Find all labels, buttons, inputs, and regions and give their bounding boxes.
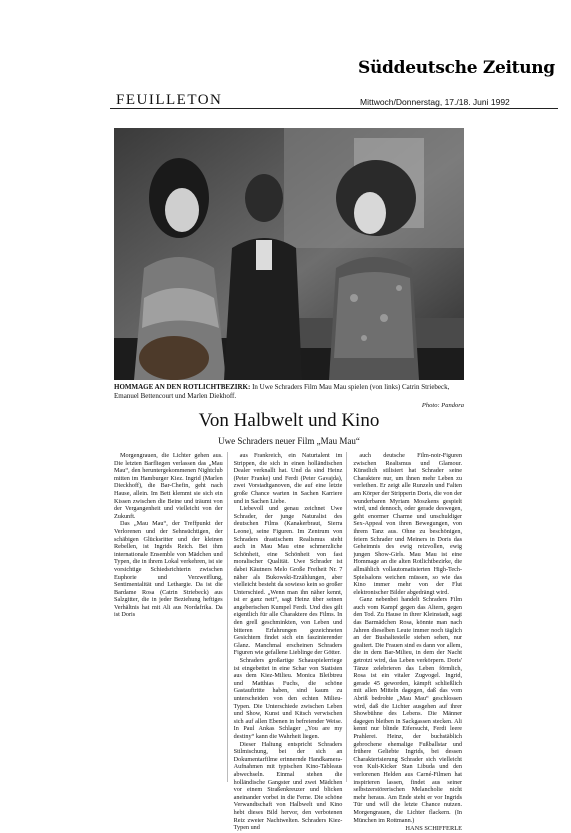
column-2 <box>233 452 348 832</box>
section-rubric: FEUILLETON <box>116 92 223 108</box>
paragraph: Dieser Haltung entspricht Schraders Stilmischung, bei der sich an Dokumentarfilme erinnernde Handkamera-Aufnahmen mit typischen Kino-Tableaus abwechseln. Einmal stehen die holländische Gangster und zwei Mädchen vor einem Straßenkreuzer und blicken aneinander vorbei in die Ferne. Die schöne Verwandtschaft von Halbwelt und Kino hebt dieses Bild hervor, den verbotenen Reiz zweier Nachtwelten. Schraders Kiez-Typen und <box>233 740 343 832</box>
film-still-photo <box>114 128 464 380</box>
paragraph: Das „Mau Mau“, der Treffpunkt der Verlorenen und der Sehnsüchtigen, der schäbigen Glücksritter und der kleinen Rebellen, ist Ingrids Reich. Bei ihm internationale Ensemble von Mädchen und Typen, die in ihrem Lokal verkehren, ist sie vorsichtige Schiedsrichterin zwischen Euphorie und Verzweiflung, Sentimentalität und Lethargie. Da ist die Bardame Rosa (Catrin Striebeck) aus Salzgitter, die in jeder Beziehung heftiges Verhältnis hat mit Ali aus Nordafrika. Da ist Doris <box>114 520 223 619</box>
photo-caption <box>114 383 464 410</box>
article-body <box>114 452 463 833</box>
paragraph: auch deutsche Film-noir-Figuren zwischen Realismus und Glamour. Künstlich stilisiert hat Schrader seine Charaktere nur, um ihnen mehr Leben zu verleihen. Er zeigt alle Runzeln und Falten am Körper der Stripperin Doris, die von der wunderbaren Myriam Moszkens gespielt wird, und dennoch, oder gerade deswegen, geht enormer Charme und unschuldiger Sex-Appeal von ihren Bewegungen, von ihrem Tanz aus. Ohne zu beschönigen, feiern Schrader und Meiners in Doris das Geheimnis des ewig reizvollen, ewig jungen Show-Girls. Mau Mau ist eine Hommage an die alten Rotlichtbezirke, die allmählich vollautomatisierten High-Tech-Spielsalons weichen müssen, so wie das Kino immer mehr von der Flut elektronischer Bilder abgedrängt wird. <box>353 452 463 596</box>
masthead-rule <box>110 108 558 109</box>
column-1 <box>114 452 228 782</box>
article-headline: Von Halbwelt und Kino <box>198 410 380 431</box>
paragraph: Schraders großartige Schauspielerriege ist eingebettet in eine Schar von Statisten aus dem Kiez-Milieu. Monica Bleibtreu und Matthias Fuchs, die schöne Gastauftritte haben, sind kaum zu unterscheiden von den echten Milieu-Typen. Die Unterschiede zwischen Leben und Show, Kunst und Kitsch verwischen sich auf allen Ebenen in befreiender Weise. In Paul Ankas Schlager „You are my destiny“ kann die Wahrheit liegen. <box>233 657 343 740</box>
paragraph: Ganz nebenbei handelt Schraders Film auch vom Kampf gegen das Altern, gegen den Tod. Zu Hause in ihrer Kleinstadt, sagt das Barmädchen Rosa, könnte man nach Jahren dieselben Leute immer noch täglich an der Bushaltestelle stehen sehen, nur gealtert. Die Frauen sind es dann vor allem, die in dem Bar-Milieu, in dem der Nacht getrotzt wird, das Leben verkörpern. Doris' Tänze zelebrieren das Leben förmlich, Rosa ist ein vitaler Zugvogel. Ingrid, gerade 45 geworden, kämpft schließlich mit allen Mitteln dagegen, daß das vom Abriß bedrohte „Mau Mau“ geschlossen wird, daß die Lichter ausgehen auf ihrer Showbühne des Lebens. Die Männer dagegen bleiben in Sackgassen stecken. Ali kennt nur blinde Eifersucht, Ferdi leere Prahlerei. Heinz, der buchstäblich gebrochene ehemalige Fußballstar und frühere Geliebte Ingrids, bei dessen Charakterisierung Schrader sich vielleicht von Kult-Kicker Stan Libuda und den verlorenen Helden aus Carné-Filmen hat inspirieren lassen, findet aus seiner selbstzerstörerischen Melancholie nicht mehr heraus. Am Ende steht er vor Ingrids Tür und will die letzte Chance nutzen. Morgengrauen, die Lichter flackern. (In München im Rottmann.) <box>353 596 463 824</box>
film-still-illustration <box>114 128 464 380</box>
caption-text: In Uwe Schraders Film Mau Mau spielen (von links) Catrin Striebeck, Emanuel Bettencourt und Marlen Diekhoff. <box>114 383 450 400</box>
paragraph: aus Frankreich, ein Naturtalent im Strippen, die sich in einen holländischen Dealer verknallt hat. Und da sind Heinz (Peter Franke) und Ferdi (Peter Gavajda), zwei Vorstadtganoven, die auf eine letzte große Chance warten in Sachen Karriere und in Sachen Liebe. <box>233 452 343 505</box>
paragraph: Morgengrauen, die Lichter gehen aus. Die letzten Barfliegen verlassen das „Mau Mau“, den heruntergekommenen Nightclub mitten im Hamburger Kiez. Ingrid (Marlen Dieckhoff), die Bar-Chefin, geht nach Hause, allein. Im Bett klemmt sie sich ein Kissen zwischen die Beine und träumt von der Vergangenheit und vielleicht von der Zukunft. <box>114 452 223 520</box>
column-3 <box>353 452 463 833</box>
article-subhead: Uwe Schraders neuer Film „Mau Mau“ <box>218 436 360 446</box>
paragraph: Liebevoll und genau zeichnet Uwe Schrader, der junge Naturalist des deutschen Films (Kanakerbraut, Sierra Leone), seine Figuren. Im Zentrum von Schraders drastischem Realismus steht auch in Mau Mau eine schmerzliche Schönheit, eine Schönheit von fast moralischer Qualität. Uwe Schrader ist dabei Käutners Melo Große Freiheit Nr. 7 näher als Bukowski-Erzählungen, aber vielleicht besteht da sowieso kein so großer Unterschied. „Wenn man ihn näher kennt, ist er ganz nett“, sagt Heinz über seinen angeberischen Kumpel Ferdi. Und dies gilt eigentlich für alle Charaktere des Films. In den grell geschminkten, von Leben und bitteren Erfahrungen gezeichneten Gesichtern findet sich ein faszinierender Glanz. Manchmal erscheinen Schraders Figuren wie gefallene Lieblinge der Götter. <box>233 505 343 657</box>
dateline: Mittwoch/Donnerstag, 17./18. Juni 1992 <box>360 97 510 107</box>
photo-credit: Photo: Pandora <box>421 402 464 409</box>
caption-lead: HOMMAGE AN DEN ROTLICHTBEZIRK: <box>114 383 251 391</box>
masthead: Süddeutsche Zeitung <box>358 58 555 78</box>
author-byline: HANS SCHIFFERLE <box>405 825 463 833</box>
